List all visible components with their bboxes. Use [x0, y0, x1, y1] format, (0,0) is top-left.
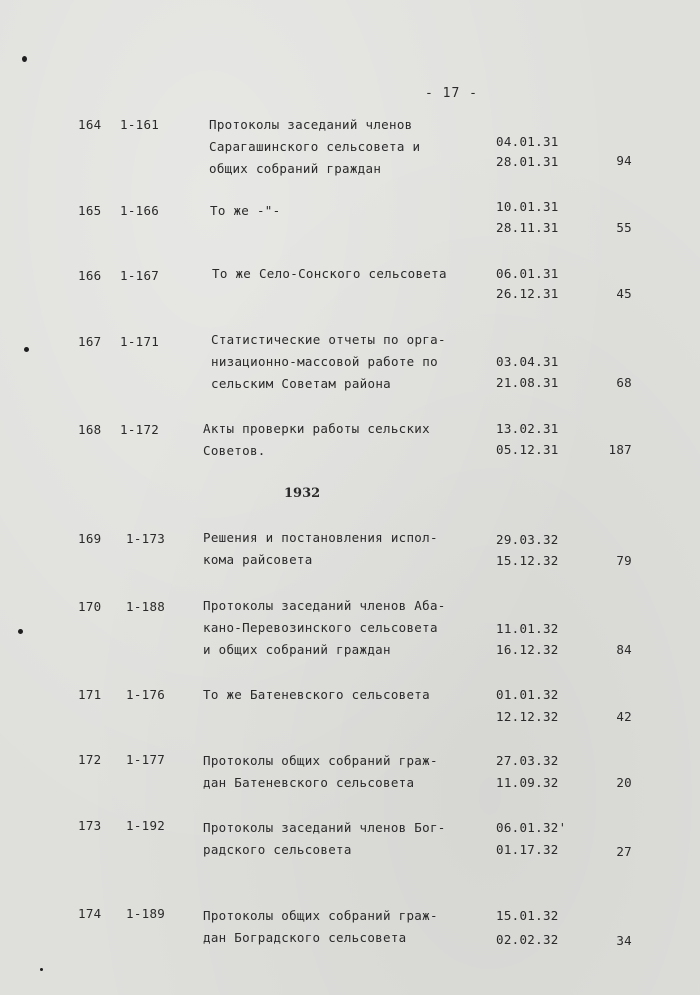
- date-to: 12.12.32: [496, 709, 559, 724]
- entry-description: [209, 114, 420, 180]
- description-line: дан Боградского сельсовета: [203, 930, 407, 945]
- entry-code: 1-176: [126, 687, 166, 702]
- entry-number: 172: [78, 752, 102, 767]
- page-count: 79: [616, 553, 632, 568]
- entry-description: [203, 595, 446, 661]
- entry-description: [211, 329, 446, 395]
- date-from: 27.03.32: [496, 753, 559, 768]
- date-from: 10.01.31: [496, 199, 559, 214]
- date-from: 06.01.31: [496, 266, 559, 281]
- description-line: Протоколы заседаний членов Аба-: [203, 598, 446, 613]
- page-count: 27: [616, 844, 632, 859]
- entry-code: 1-167: [120, 268, 160, 283]
- entry-number: 174: [78, 906, 102, 921]
- date-to: 26.12.31: [496, 286, 559, 301]
- description-line: Советов.: [203, 443, 266, 458]
- entry-description: [203, 817, 446, 861]
- entry-code: 1-177: [126, 752, 166, 767]
- date-to: 21.08.31: [496, 375, 559, 390]
- entry-number: 167: [78, 334, 102, 349]
- paper-speck: [24, 347, 29, 352]
- entry-code: 1-166: [120, 203, 160, 218]
- paper-speck: [18, 629, 23, 634]
- entry-code: 1-189: [126, 906, 166, 921]
- date-to: 28.01.31: [496, 154, 559, 169]
- entry-number: 164: [78, 117, 102, 132]
- page-count: 45: [616, 286, 632, 301]
- year-heading: 1932: [284, 486, 321, 501]
- page-count: 94: [616, 153, 632, 168]
- page-count: 84: [616, 642, 632, 657]
- date-from: 01.01.32: [496, 687, 559, 702]
- entry-description: [212, 263, 447, 285]
- date-to: 15.12.32: [496, 553, 559, 568]
- description-line: Протоколы общих собраний граж-: [203, 753, 438, 768]
- description-line: Протоколы общих собраний граж-: [203, 908, 438, 923]
- description-line: Протоколы заседаний членов: [209, 117, 413, 132]
- description-line: дан Батеневского сельсовета: [203, 775, 415, 790]
- page-count: 20: [616, 775, 632, 790]
- date-from: 04.01.31: [496, 134, 559, 149]
- description-line: общих собраний граждан: [209, 161, 382, 176]
- description-line: То же -"-: [210, 203, 281, 218]
- paper-speck: [40, 968, 43, 971]
- entry-description: [203, 684, 430, 706]
- description-line: Статистические отчеты по орга-: [211, 332, 446, 347]
- description-line: и общих собраний граждан: [203, 642, 391, 657]
- entry-description: [210, 200, 280, 222]
- description-line: сельским Советам района: [211, 376, 391, 391]
- page-count: 42: [616, 709, 632, 724]
- entry-number: 168: [78, 422, 102, 437]
- description-line: Сарагашинского сельсовета и: [209, 139, 421, 154]
- description-line: Акты проверки работы сельских: [203, 421, 430, 436]
- entry-code: 1-188: [126, 599, 166, 614]
- date-to: 05.12.31: [496, 442, 559, 457]
- date-from: 15.01.32: [496, 908, 559, 923]
- description-line: Протоколы заседаний членов Бог-: [203, 820, 446, 835]
- date-to: 02.02.32: [496, 932, 559, 947]
- entry-code: 1-192: [126, 818, 166, 833]
- entry-code: 1-173: [126, 531, 166, 546]
- entry-number: 166: [78, 268, 102, 283]
- date-to: 16.12.32: [496, 642, 559, 657]
- page-count: 187: [608, 442, 632, 457]
- entry-description: [203, 418, 430, 462]
- entry-code: 1-172: [120, 422, 160, 437]
- date-from: 06.01.32': [496, 820, 567, 835]
- entry-description: [203, 750, 438, 794]
- entry-number: 170: [78, 599, 102, 614]
- entry-number: 169: [78, 531, 102, 546]
- date-from: 03.04.31: [496, 354, 559, 369]
- description-line: кома райсовета: [203, 552, 313, 567]
- page-count: 68: [616, 375, 632, 390]
- description-line: Решения и постановления испол-: [203, 530, 438, 545]
- description-line: То же Батеневского сельсовета: [203, 687, 430, 702]
- description-line: кано-Перевозинского сельсовета: [203, 620, 438, 635]
- page-count: 34: [616, 933, 632, 948]
- description-line: низационно-массовой работе по: [211, 354, 438, 369]
- date-from: 29.03.32: [496, 532, 559, 547]
- entry-description: [203, 905, 438, 949]
- date-from: 13.02.31: [496, 421, 559, 436]
- entry-number: 171: [78, 687, 102, 702]
- date-to: 01.17.32: [496, 842, 559, 857]
- entry-code: 1-171: [120, 334, 160, 349]
- page-count: 55: [616, 220, 632, 235]
- description-line: радского сельсовета: [203, 842, 352, 857]
- description-line: То же Село-Сонского сельсовета: [212, 266, 447, 281]
- entry-code: 1-161: [120, 117, 160, 132]
- date-from: 11.01.32: [496, 621, 559, 636]
- entry-number: 173: [78, 818, 102, 833]
- entry-number: 165: [78, 203, 102, 218]
- date-to: 28.11.31: [496, 220, 559, 235]
- paper-speck: [22, 56, 27, 62]
- entry-description: [203, 527, 438, 571]
- date-to: 11.09.32: [496, 775, 559, 790]
- page-number: - 17 -: [425, 86, 478, 101]
